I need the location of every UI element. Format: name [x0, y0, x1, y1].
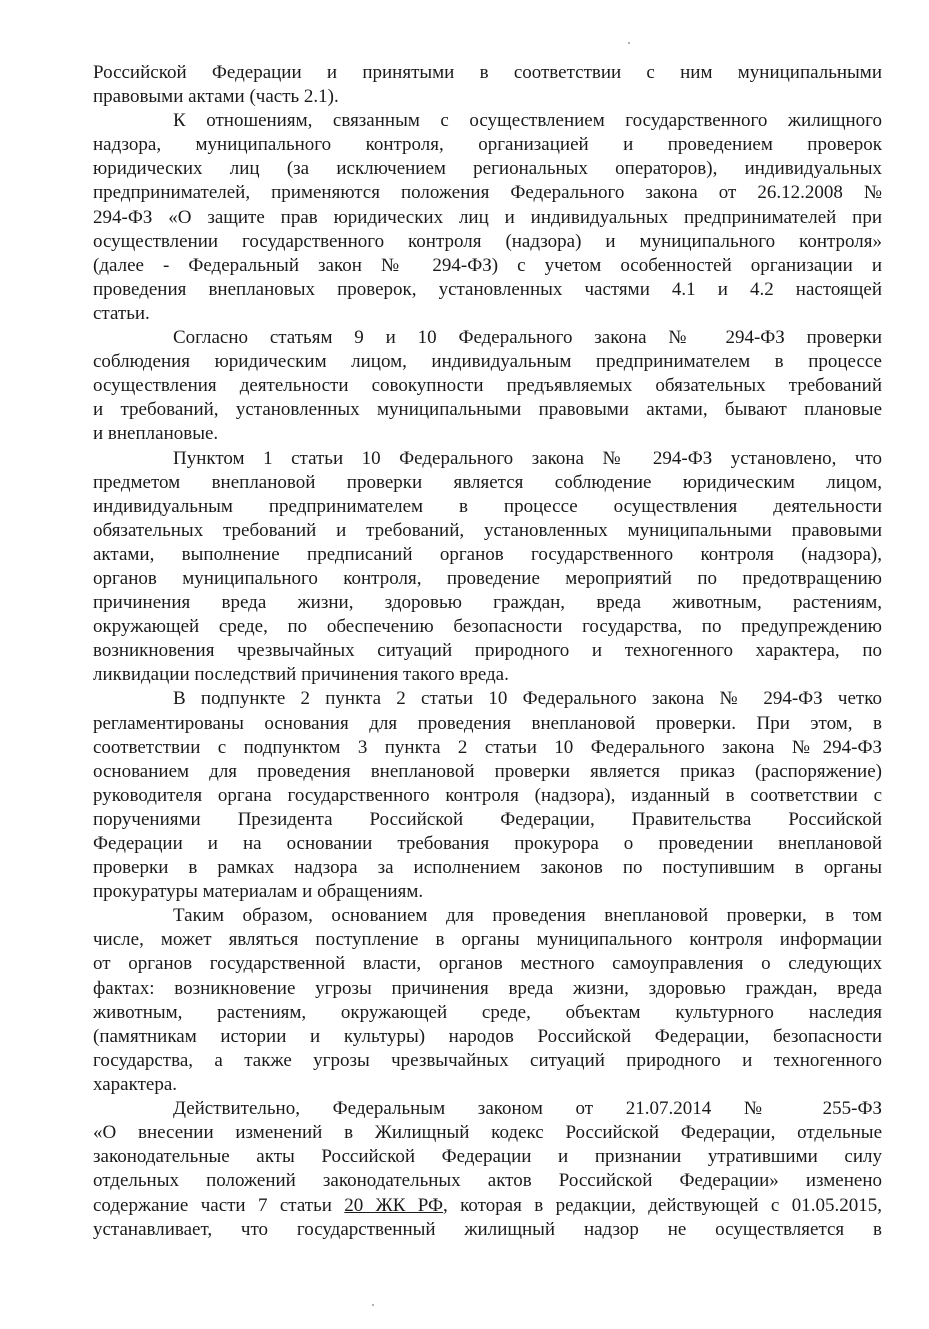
text-line: устанавливает, что государственный жилищный надзор не осуществляется в — [93, 1218, 882, 1240]
text-line: Федерации и на основании требования прокурора о проведении внеплановой — [93, 833, 882, 854]
text-line: проведения внеплановых проверок, установленных частями 4.1 и 4.2 настоящей — [93, 278, 882, 300]
text-line: причинения вреда жизни, здоровью граждан, вреда животным, растениям, — [93, 592, 882, 614]
text-line: и внеплановые. — [93, 423, 219, 445]
text-line: В подпункте 2 пункта 2 статьи 10 Федерального закона № 294-ФЗ четко — [173, 688, 882, 710]
text-line: животным, растениям, окружающей среде, объектам культурного наследия — [93, 1001, 882, 1023]
document-last-lines — [93, 1194, 882, 1242]
text-line: юридических лиц (за исключением региональных операторов), индивидуальных — [93, 158, 882, 180]
text-line: числе, может являться поступление в органы муниципального контроля информации — [93, 929, 882, 951]
text-line: регламентированы основания для проведения внеплановой проверки. При этом, в — [93, 712, 882, 734]
text-line: индивидуальным предпринимателем в процессе осуществления деятельности — [93, 495, 882, 517]
text-line: осуществления деятельности совокупности предъявляемых обязательных требований — [93, 375, 882, 397]
text-line: обязательных требований и требований, установленных муниципальными правовыми — [93, 519, 882, 541]
text-line: проверки в рамках надзора за исполнением законов по поступившим в органы — [93, 857, 882, 879]
text-line: возникновения чрезвычайных ситуаций природного и техногенного характера, по — [93, 640, 882, 662]
text-line: соблюдения юридическим лицом, индивидуальным предпринимателем в процессе — [93, 351, 882, 373]
paragraph — [93, 904, 882, 1097]
text-line: Согласно статьям 9 и 10 Федерального закона № 294-ФЗ проверки — [173, 327, 882, 349]
text-line: Российской Федерации и принятыми в соответствии с ним муниципальными — [93, 62, 882, 83]
text-line: статьи. — [93, 302, 150, 324]
text-line: (памятникам истории и культуры) народов Российской Федерации, безопасности — [93, 1025, 882, 1047]
text-line: Пунктом 1 статьи 10 Федерального закона № 294-ФЗ установлено, что — [173, 447, 882, 469]
paragraph — [93, 109, 882, 326]
text-line: законодательные акты Российской Федерации и признании утратившими силу — [93, 1146, 882, 1168]
text-line: руководителя органа государственного контроля (надзора), изданный в соответствии с — [93, 784, 882, 806]
text-line: «О внесении изменений в Жилищный кодекс Российской Федерации, отдельные — [93, 1122, 882, 1144]
text-line: основанием для проведения внеплановой проверки является приказ (распоряжение) — [93, 760, 882, 782]
text-line: предпринимателей, применяются положения Федерального закона от 26.12.2008 № — [93, 182, 882, 204]
text-line: органов муниципального контроля, проведение мероприятий по предотвращению — [93, 567, 882, 589]
text-span: содержание части 7 статьи — [93, 1194, 345, 1216]
text-line: ликвидации последствий причинения такого вреда. — [93, 664, 509, 686]
text-line: предметом внеплановой проверки является соблюдение юридическим лицом, — [93, 471, 882, 493]
text-line: отдельных положений законодательных актов Российской Федерации» изменено — [93, 1170, 882, 1192]
text-line: государства, а также угрозы чрезвычайных ситуаций природного и техногенного — [93, 1049, 882, 1071]
document-page — [93, 61, 882, 1193]
text-line: окружающей среде, по обеспечению безопасности государства, по предупреждению — [93, 616, 882, 638]
text-line: Действительно, Федеральным законом от 21.07.2014 № 255-ФЗ — [173, 1098, 882, 1120]
scan-speck — [372, 1304, 374, 1306]
text-line: (далее - Федеральный закон № 294-ФЗ) с учетом особенностей организации и — [93, 254, 882, 276]
text-line: осуществлении государственного контроля (надзора) и муниципального контроля» — [93, 230, 882, 252]
paragraph — [93, 61, 882, 109]
law-link[interactable]: 20 ЖК РФ — [344, 1194, 444, 1216]
text-line: от органов государственной власти, органов местного самоуправления о следующих — [93, 953, 882, 975]
text-line: правовыми актами (часть 2.1). — [93, 86, 339, 108]
text-line: прокуратуры материалам и обращениям. — [93, 881, 424, 903]
scan-speck — [628, 42, 630, 44]
text-span: , которая в редакции, действующей с 01.05.2015, — [443, 1194, 882, 1216]
text-line — [93, 1194, 882, 1218]
text-line: поручениями Президента Российской Федерации, Правительства Российской — [93, 808, 882, 830]
text-line: К отношениям, связанным с осуществлением государственного жилищного — [173, 110, 882, 132]
text-line: характера. — [93, 1073, 178, 1095]
text-line: и требований, установленных муниципальными правовыми актами, бывают плановые — [93, 399, 882, 421]
text-line: фактах: возникновение угрозы причинения вреда жизни, здоровью граждан, вреда — [93, 977, 882, 999]
paragraph — [93, 326, 882, 446]
paragraph — [93, 447, 882, 688]
text-line: Таким образом, основанием для проведения внеплановой проверки, в том — [173, 905, 882, 927]
text-line: актами, выполнение предписаний органов государственного контроля (надзора), — [93, 543, 882, 565]
paragraph — [93, 1097, 882, 1193]
text-line: 294-ФЗ «О защите прав юридических лиц и индивидуальных предпринимателей при — [93, 206, 882, 228]
text-line: соответствии с подпунктом 3 пункта 2 статьи 10 Федерального закона №294-ФЗ — [93, 736, 882, 758]
paragraph — [93, 687, 882, 904]
text-line: надзора, муниципального контроля, организацией и проведением проверок — [93, 134, 882, 156]
